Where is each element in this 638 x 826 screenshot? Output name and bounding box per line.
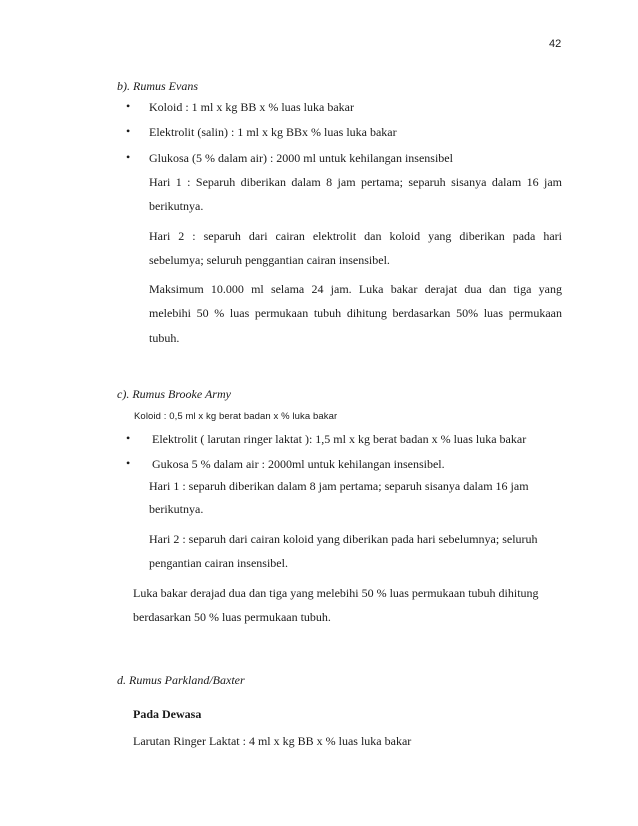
brooke-bullet-glukosa: Gukosa 5 % dalam air : 2000ml untuk kehilangan insensibel.: [152, 457, 445, 471]
evans-bullet-glukosa: Glukosa (5 % dalam air) : 2000 ml untuk kehilangan insensibel: [149, 151, 453, 165]
section-b-heading: b). Rumus Evans: [117, 79, 198, 93]
parkland-ringer-line: Larutan Ringer Laktat : 4 ml x kg BB x % luas luka bakar: [133, 734, 412, 748]
evans-day1-line2: berikutnya.: [149, 199, 204, 213]
evans-day1-line1: Hari 1 : Separuh diberikan dalam 8 jam pertama; separuh sisanya dalam 16 jam: [149, 175, 562, 189]
brooke-koloid-line: Koloid : 0,5 ml x kg berat badan x % luka bakar: [134, 411, 338, 422]
bullet-icon: •: [126, 456, 131, 470]
evans-max-line2: melebihi 50 % luas permukaan tubuh dihitung berdasarkan 50% luas permukaan: [149, 306, 562, 320]
section-c-heading: c). Rumus Brooke Army: [117, 387, 231, 401]
evans-day2-line2: sebelumya; seluruh penggantian cairan insensibel.: [149, 253, 390, 267]
evans-max-line1: Maksimum 10.000 ml selama 24 jam. Luka bakar derajat dua dan tiga yang: [149, 282, 562, 296]
brooke-day2-line1: Hari 2 : separuh dari cairan koloid yang diberikan pada hari sebelumnya; seluruh: [149, 532, 538, 546]
evans-bullet-koloid: Koloid : 1 ml x kg BB x % luas luka bakar: [149, 100, 354, 114]
bullet-icon: •: [126, 431, 131, 445]
brooke-day1-line1: Hari 1 : separuh diberikan dalam 8 jam pertama; separuh sisanya dalam 16 jam: [149, 479, 529, 493]
brooke-day2-line2: pengantian cairan insensibel.: [149, 556, 288, 570]
bullet-icon: •: [126, 99, 131, 113]
brooke-bullet-elektrolit: Elektrolit ( larutan ringer laktat ): 1,5 ml x kg berat badan x % luas luka bakar: [152, 432, 527, 446]
parkland-adult-subheading: Pada Dewasa: [133, 707, 202, 721]
page-number: 42: [549, 38, 562, 50]
evans-day2-line1: Hari 2 : separuh dari cairan elektrolit dan koloid yang diberikan pada hari: [149, 229, 562, 243]
bullet-icon: •: [126, 150, 131, 164]
brooke-burn-line1: Luka bakar derajad dua dan tiga yang melebihi 50 % luas permukaan tubuh dihitung: [133, 586, 539, 600]
section-d-heading: d. Rumus Parkland/Baxter: [117, 673, 245, 687]
brooke-burn-line2: berdasarkan 50 % luas permukaan tubuh.: [133, 610, 331, 624]
evans-max-line3: tubuh.: [149, 331, 180, 345]
bullet-icon: •: [126, 124, 131, 138]
brooke-day1-line2: berikutnya.: [149, 502, 204, 516]
evans-bullet-elektrolit: Elektrolit (salin) : 1 ml x kg BBx % luas luka bakar: [149, 125, 397, 139]
